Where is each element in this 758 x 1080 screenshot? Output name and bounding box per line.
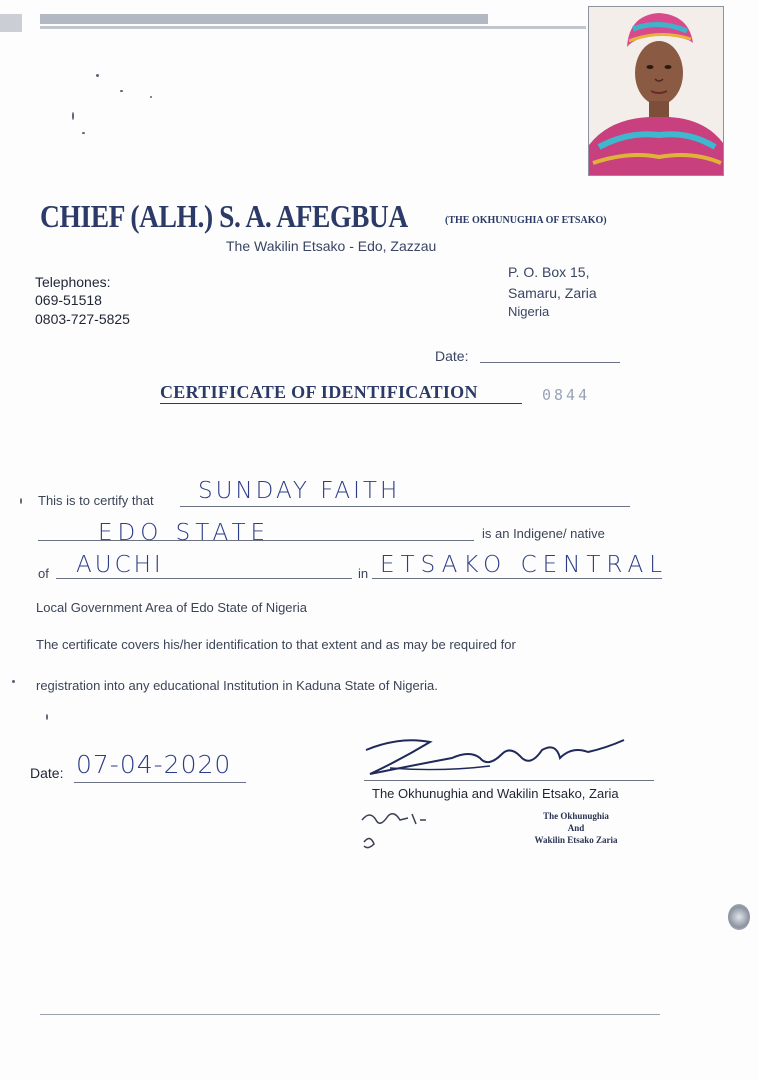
- scan-artifact: [40, 26, 586, 29]
- title-underline: [160, 403, 522, 404]
- handwritten-name: SUNDAY FAITH: [198, 478, 401, 504]
- address-line: Nigeria: [508, 304, 550, 319]
- in-label: in: [358, 566, 369, 581]
- scan-artifact: [20, 498, 22, 504]
- town-blank-line: [56, 578, 352, 579]
- signature-caption: The Okhunughia and Wakilin Etsako, Zaria: [372, 786, 619, 801]
- certificate-title: CERTIFICATE OF IDENTIFICATION: [160, 382, 478, 402]
- scan-artifact: [728, 904, 750, 930]
- address-line: P. O. Box 15,: [508, 264, 590, 280]
- scan-artifact: [82, 132, 85, 134]
- date-blank-line: [480, 362, 620, 363]
- stamp-scribble-icon: [360, 806, 470, 856]
- stamp-line: The Okhunughia: [543, 811, 609, 821]
- chief-name: CHIEF (ALH.) S. A. AFEGBUA: [40, 198, 408, 234]
- date-underline: [74, 782, 246, 783]
- name-blank-line: [180, 506, 630, 507]
- date-label-top: Date:: [435, 348, 469, 364]
- person-portrait-icon: [589, 7, 723, 175]
- lga-blank-line: [372, 578, 662, 579]
- chief-title-small: (THE OKHUNUGHIA OF ETSAKO): [445, 215, 607, 226]
- handwritten-town: AUCHI: [76, 552, 164, 578]
- official-stamp: [516, 810, 636, 846]
- phone-number: 0803-727-5825: [35, 311, 130, 327]
- handwritten-lga: ETSAKO CENTRAL: [380, 552, 669, 578]
- scan-artifact: [12, 680, 15, 683]
- stamp-line: And: [567, 823, 585, 833]
- serial-number: 0844: [542, 386, 591, 404]
- scan-artifact: [46, 714, 48, 720]
- certify-label: This is to certify that: [38, 493, 154, 508]
- scan-artifact: [72, 112, 74, 120]
- passport-photo: [588, 6, 724, 176]
- scan-artifact: [120, 90, 123, 92]
- coverage-statement: The certificate covers his/her identification to that extent and as may be required for: [36, 637, 516, 652]
- scan-artifact: [40, 14, 488, 24]
- date-label: Date:: [30, 765, 64, 781]
- registration-statement: registration into any educational Institution in Kaduna State of Nigeria.: [36, 678, 438, 693]
- handwritten-date: 07-04-2020: [76, 750, 232, 779]
- scan-artifact: [0, 14, 22, 32]
- letterhead-subtitle: The Wakilin Etsako - Edo, Zazzau: [226, 238, 437, 254]
- indigene-label: is an Indigene/ native: [482, 526, 605, 541]
- scan-artifact: [150, 96, 152, 98]
- telephones-label: Telephones:: [35, 274, 111, 290]
- handwritten-state: EDO STATE: [98, 520, 271, 546]
- scan-artifact: [96, 74, 99, 77]
- letterhead-name: [40, 198, 607, 235]
- signature-line: [364, 780, 654, 781]
- address-line: Samaru, Zaria: [508, 285, 597, 301]
- footer-line: [40, 1014, 660, 1015]
- stamp-line: Wakilin Etsako Zaria: [534, 835, 618, 845]
- lga-statement: Local Government Area of Edo State of Nigeria: [36, 600, 307, 615]
- signature-icon: [360, 728, 630, 783]
- of-label: of: [38, 566, 49, 581]
- phone-number: 069-51518: [35, 292, 102, 308]
